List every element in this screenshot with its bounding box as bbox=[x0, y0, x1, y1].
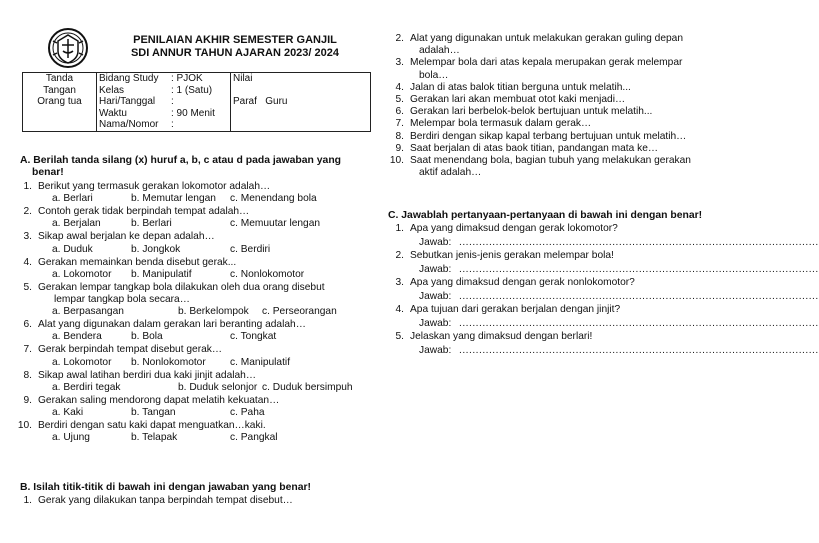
answer-line bbox=[419, 236, 819, 249]
student-info-table bbox=[22, 72, 371, 132]
question-number: 4. bbox=[23, 256, 32, 268]
section-c-title: C. Jawablah pertanyaan-pertanyaan di bawah ini dengan benar! bbox=[388, 210, 703, 221]
field-label: Kelas bbox=[99, 84, 125, 96]
answer-option: a. Berlari bbox=[52, 193, 93, 205]
question-item bbox=[388, 331, 750, 343]
answer-option: a. Berdiri tegak bbox=[52, 381, 121, 393]
jawab-label: Jawab: bbox=[419, 317, 452, 329]
question-item bbox=[16, 231, 366, 243]
question-number: 8. bbox=[395, 130, 404, 142]
question-item bbox=[16, 206, 366, 218]
answer-option: b. Berkelompok bbox=[178, 306, 249, 318]
question-number: 5. bbox=[395, 94, 404, 105]
question-number: 4. bbox=[395, 304, 404, 315]
field-label: Hari/Tanggal bbox=[99, 96, 156, 108]
jawab-label: Jawab: bbox=[419, 290, 452, 302]
question-text: Sebutkan jenis-jenis gerakan melempar bola! bbox=[410, 250, 614, 261]
question-number: 7. bbox=[395, 118, 404, 130]
answer-option: b. Jongkok bbox=[131, 243, 181, 255]
question-number: 6. bbox=[23, 319, 32, 331]
question-text-cont: adalah… bbox=[419, 45, 460, 57]
section-b-title: B. Isilah titik-titik di bawah ini dengan jawaban yang benar! bbox=[20, 482, 311, 493]
question-number: 9. bbox=[395, 142, 404, 154]
answer-option: a. Duduk bbox=[52, 243, 93, 255]
question-number: 10. bbox=[389, 155, 404, 166]
question-number: 1. bbox=[395, 223, 404, 234]
field-value: : 90 Menit bbox=[171, 107, 215, 119]
answer-option: c. Perseorangan bbox=[262, 306, 337, 318]
question-item bbox=[16, 319, 366, 331]
question-item bbox=[16, 370, 366, 382]
question-number: 3. bbox=[395, 277, 404, 288]
question-number: 7. bbox=[23, 344, 32, 356]
question-text: Jelaskan yang dimaksud dengan berlari! bbox=[410, 331, 593, 342]
answer-dots: ............................................................................................................ bbox=[459, 263, 819, 275]
answer-option: a. Lokomotor bbox=[52, 268, 112, 280]
answer-option: c. Tongkat bbox=[230, 331, 277, 343]
field-value: : bbox=[171, 119, 174, 131]
question-item bbox=[388, 33, 750, 45]
question-text: Sikap awal latihan berdiri dua kaki jinjit adalah… bbox=[38, 369, 257, 381]
question-text: Apa yang dimaksud dengan gerak nonlokomotor? bbox=[410, 277, 635, 288]
question-text: Saat menendang bola, bagian tubuh yang melakukan gerakan bbox=[410, 155, 691, 166]
section-a-title-cont: benar! bbox=[32, 167, 64, 178]
question-text: Saat berjalan di atas baok titian, pandangan mata ke… bbox=[410, 142, 659, 154]
question-item bbox=[16, 395, 366, 407]
question-item bbox=[16, 257, 366, 269]
answer-option: c. Menendang bola bbox=[230, 193, 317, 205]
question-text: Gerakan lempar tangkap bola dilakukan oleh dua orang disebut bbox=[38, 281, 325, 293]
answer-option: a. Bendera bbox=[52, 331, 102, 343]
field-value: : 1 (Satu) bbox=[171, 84, 213, 96]
field-label: Waktu bbox=[99, 107, 127, 119]
answer-option: c. Duduk bersimpuh bbox=[262, 381, 353, 393]
question-text: Gerakan lari berbelok-belok bertujuan untuk melatih... bbox=[410, 106, 653, 118]
question-item bbox=[388, 118, 750, 130]
exam-title: PENILAIAN AKHIR SEMESTER GANJIL bbox=[133, 34, 337, 46]
question-text: Sikap awal berjalan ke depan adalah… bbox=[38, 231, 215, 243]
field-label: Bidang Study bbox=[99, 73, 159, 84]
question-number: 4. bbox=[395, 81, 404, 93]
question-item bbox=[16, 420, 366, 432]
question-text-cont: aktif adalah… bbox=[419, 167, 482, 179]
answer-line bbox=[419, 290, 819, 303]
question-item bbox=[388, 143, 750, 155]
question-number: 3. bbox=[395, 57, 404, 69]
section-a-title: A. Berilah tanda silang (x) huruf a, b, c atau d pada jawaban yang bbox=[20, 155, 342, 166]
question-text-cont: bola… bbox=[419, 69, 449, 81]
question-text: Gerak berpindah tempat disebut gerak… bbox=[38, 344, 223, 356]
question-item bbox=[388, 223, 750, 235]
answer-option: a. Lokomotor bbox=[52, 356, 112, 368]
question-number: 10. bbox=[17, 420, 32, 431]
answer-line bbox=[419, 263, 819, 276]
answer-option: b. Manipulatif bbox=[131, 268, 192, 280]
answer-option: c. Berdiri bbox=[230, 243, 271, 255]
field-label: Nama/Nomor bbox=[99, 119, 159, 131]
question-number: 5. bbox=[395, 331, 404, 342]
answer-option: a. Kaki bbox=[52, 407, 84, 418]
question-number: 2. bbox=[395, 250, 404, 261]
question-number: 2. bbox=[23, 206, 32, 218]
answer-dots: ............................................................................................................ bbox=[459, 290, 819, 302]
answer-option: b. Memutar lengan bbox=[131, 193, 216, 205]
answer-dots: ............................................................................................................ bbox=[459, 344, 819, 356]
answer-option: a. Ujung bbox=[52, 432, 90, 444]
question-item bbox=[16, 495, 366, 507]
answer-option: a. Berpasangan bbox=[52, 306, 124, 318]
answer-dots: ............................................................................................................ bbox=[459, 236, 819, 248]
field-value: : PJOK bbox=[171, 73, 203, 84]
question-text: Berdiri dengan sikap kapal terbang bertujuan untuk melatih… bbox=[410, 130, 687, 142]
question-number: 1. bbox=[23, 181, 32, 192]
parent-signature-cell: Tanda Tangan Orang tua bbox=[23, 73, 97, 132]
question-text: Alat yang digunakan dalam gerakan lari beranting adalah… bbox=[38, 319, 306, 331]
question-text-cont: lempar tangkap bola secara… bbox=[54, 294, 190, 305]
answer-option: c. Nonlokomotor bbox=[230, 268, 305, 280]
question-text: Gerak yang dilakukan tanpa berpindah tempat disebut… bbox=[38, 495, 293, 506]
question-number: 5. bbox=[23, 281, 32, 293]
question-item bbox=[388, 82, 750, 94]
field-value: : bbox=[171, 96, 174, 108]
answer-option: c. Memuutar lengan bbox=[230, 218, 321, 230]
question-text: Berdiri dengan satu kaki dapat menguatkan…kaki. bbox=[38, 420, 266, 431]
question-text: Contoh gerak tidak berpindah tempat adalah… bbox=[38, 206, 250, 218]
question-text: Jalan di atas balok titian berguna untuk melatih... bbox=[410, 81, 631, 93]
question-text: Apa yang dimaksud dengan gerak lokomotor? bbox=[410, 223, 618, 234]
answer-dots: ............................................................................................................ bbox=[459, 317, 819, 329]
question-item bbox=[388, 57, 750, 69]
question-item bbox=[388, 106, 750, 118]
question-text: Alat yang digunakan untuk melakukan gerakan guling depan bbox=[410, 33, 683, 44]
question-number: 2. bbox=[395, 33, 404, 44]
answer-line bbox=[419, 344, 819, 357]
question-number: 1. bbox=[23, 495, 32, 506]
question-text: Gerakan lari akan membuat otot kaki menjadi… bbox=[410, 94, 626, 105]
question-text: Berikut yang termasuk gerakan lokomotor adalah… bbox=[38, 181, 271, 192]
question-text: Gerakan saling mendorong dapat melatih kekuatan… bbox=[38, 394, 280, 406]
question-number: 6. bbox=[395, 106, 404, 118]
question-text: Melempar bola dari atas kepala merupakan gerak melempar bbox=[410, 57, 683, 69]
answer-option: b. Bola bbox=[131, 331, 163, 343]
question-item bbox=[388, 155, 750, 167]
question-item bbox=[16, 344, 366, 356]
jawab-label: Jawab: bbox=[419, 236, 452, 248]
answer-option: c. Manipulatif bbox=[230, 356, 291, 368]
score-cell: Nilai Paraf Guru bbox=[231, 73, 371, 132]
answer-option: b. Berlari bbox=[131, 218, 172, 230]
answer-option: b. Telapak bbox=[131, 432, 178, 444]
school-emblem-logo bbox=[47, 27, 89, 69]
question-item bbox=[388, 304, 750, 316]
question-item bbox=[16, 181, 366, 193]
question-number: 3. bbox=[23, 231, 32, 243]
question-text: Apa tujuan dari gerakan berjalan dengan jinjit? bbox=[410, 304, 621, 315]
answer-option: c. Pangkal bbox=[230, 432, 278, 444]
jawab-label: Jawab: bbox=[419, 344, 452, 356]
question-item bbox=[16, 282, 366, 294]
info-fields-cell bbox=[97, 73, 231, 132]
answer-option: c. Paha bbox=[230, 407, 265, 418]
question-item bbox=[388, 277, 750, 289]
question-item bbox=[388, 131, 750, 143]
question-text: Melempar bola termasuk dalam gerak… bbox=[410, 118, 592, 130]
question-number: 9. bbox=[23, 394, 32, 406]
question-item bbox=[388, 94, 750, 106]
school-year-title: SDI ANNUR TAHUN AJARAN 2023/ 2024 bbox=[130, 47, 340, 59]
question-text: Gerakan memainkan benda disebut gerak... bbox=[38, 256, 237, 268]
question-number: 8. bbox=[23, 369, 32, 381]
answer-option: b. Duduk selonjor bbox=[178, 381, 258, 393]
answer-line bbox=[419, 317, 819, 330]
answer-option: b. Tangan bbox=[131, 407, 176, 418]
answer-option: b. Nonlokomotor bbox=[131, 356, 206, 368]
answer-option: a. Berjalan bbox=[52, 218, 101, 230]
jawab-label: Jawab: bbox=[419, 263, 452, 275]
question-item bbox=[388, 250, 750, 262]
